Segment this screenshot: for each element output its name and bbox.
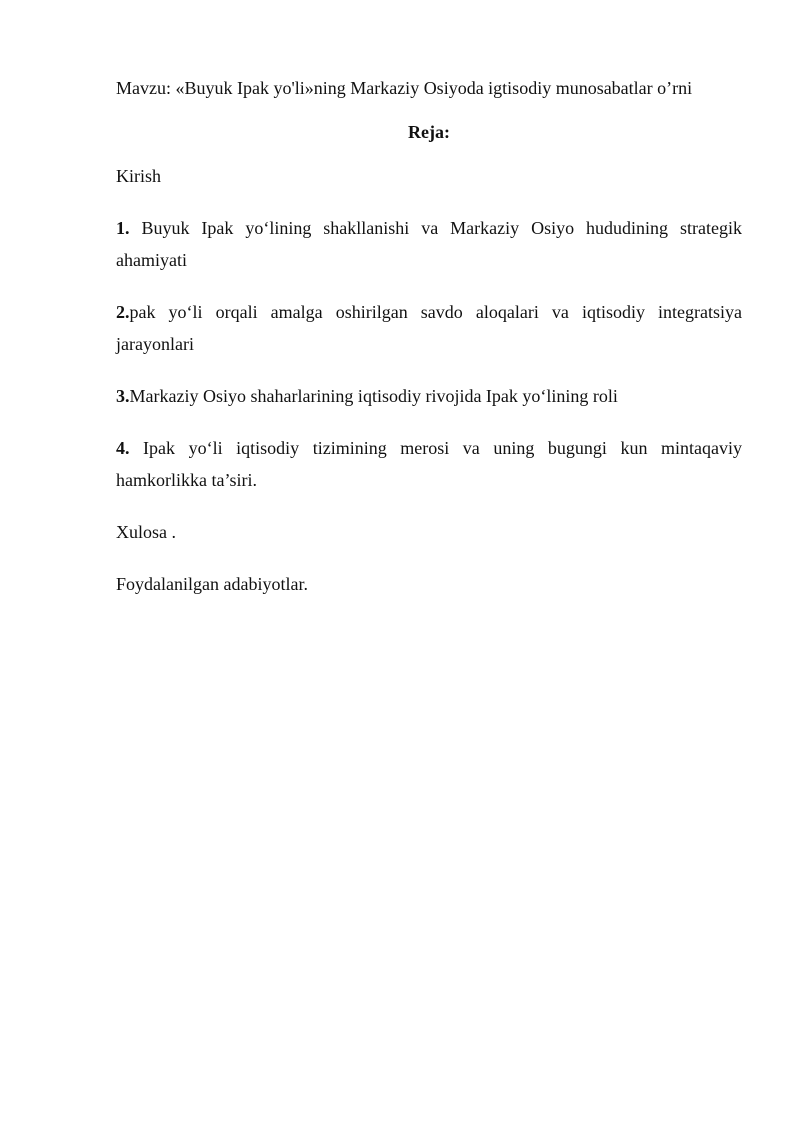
conclusion-heading: Xulosa . bbox=[116, 522, 176, 542]
plan-item-2 bbox=[116, 296, 742, 360]
plan-item-3 bbox=[116, 380, 742, 412]
plan-item-number: 1. bbox=[116, 218, 130, 238]
references-heading: Foydalanilgan adabiyotlar. bbox=[116, 574, 308, 594]
plan-item-number: 3. bbox=[116, 386, 130, 406]
plan-item-4 bbox=[116, 432, 742, 496]
plan-item-number: 4. bbox=[116, 438, 130, 458]
plan-item-text: Buyuk Ipak yo‘lining shakllanishi va Markaziy Osiyo hududining strategik ahamiyati bbox=[116, 218, 742, 270]
intro-heading: Kirish bbox=[116, 166, 161, 186]
plan-item-1 bbox=[116, 212, 742, 276]
plan-title: Reja: bbox=[408, 122, 450, 142]
plan-item-text: Markaziy Osiyo shaharlarining iqtisodiy rivojida Ipak yo‘lining roli bbox=[129, 386, 618, 406]
document-content bbox=[116, 72, 742, 620]
plan-item-text: Ipak yo‘li iqtisodiy tizimining merosi va uning bugungi kun mintaqaviy hamkorlikka ta’siri. bbox=[116, 438, 742, 490]
plan-item-text: pak yo‘li orqali amalga oshirilgan savdo aloqalari va iqtisodiy integratsiya jarayonlari bbox=[116, 302, 742, 354]
document-topic: Mavzu: «Buyuk Ipak yo'li»ning Markaziy Osiyoda igtisodiy munosabatlar o’rni bbox=[116, 78, 693, 98]
plan-item-number: 2. bbox=[116, 302, 130, 322]
